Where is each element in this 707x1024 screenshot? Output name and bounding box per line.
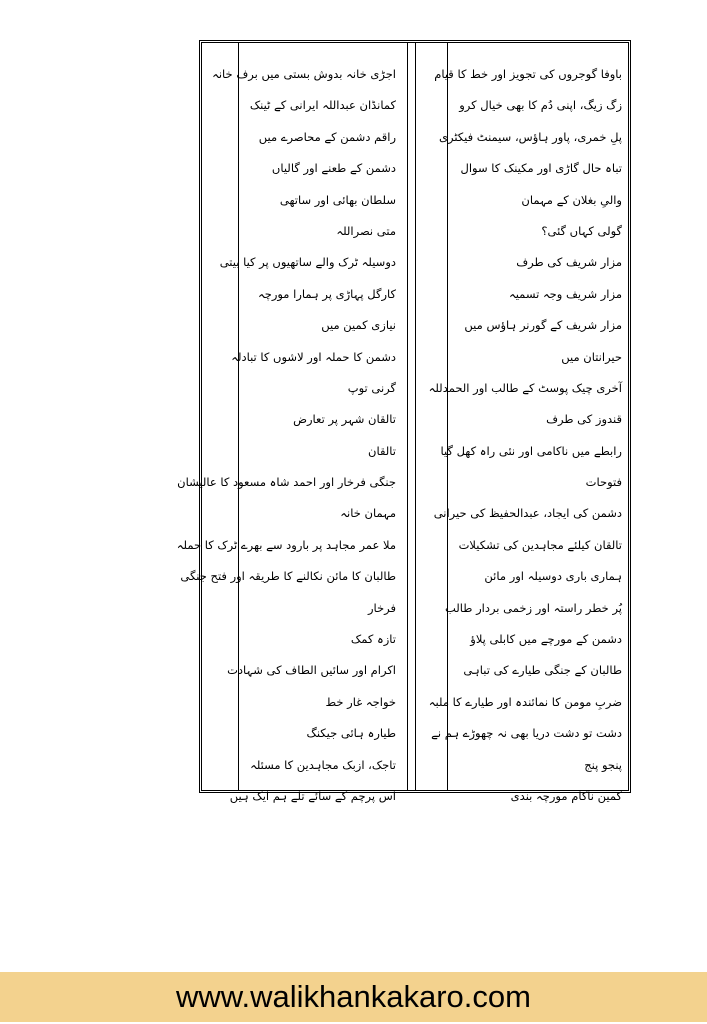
toc-entry: دشمن کی ایجاد، عبدالحفیظ کی حیرانی [433,506,622,521]
column-divider [407,43,408,790]
toc-entry: تالقان شہر پر تعارض [293,412,396,427]
toc-entry: پُر خطر راستہ اور زخمی بردار طالب [444,600,622,615]
toc-entry: دشمن کے طعنے اور گالیاں [271,161,396,176]
toc-entry: دشمن کا حملہ اور لاشوں کا تبادلہ [231,349,396,364]
page-number-divider [447,43,448,790]
toc-right-column [428,59,622,812]
toc-entry: جنگی فرخار اور احمد شاہ مسعود کا عالیشان [177,475,396,490]
toc-entry: پلِ خمری، پاور ہاؤس، سیمنٹ فیکٹری [438,129,622,144]
toc-entry: تالقان کیلئے مجاہدین کی تشکیلات [458,537,622,552]
toc-table [176,40,631,803]
toc-entry: کمانڈان عبداللہ ایرانی کے ٹینک [249,98,396,113]
toc-entry: ہماری باری دوسیلہ اور مائن [484,569,622,584]
toc-entry: والیِ بغلان کے مہمان [521,192,622,207]
toc-entry: طالبان کا مائن نکالنے کا طریقہ اور فتح جنگی [180,569,396,584]
toc-entry: مہمان خانہ [340,506,396,521]
website-footer[interactable] [0,972,707,1022]
toc-entry: قندوز کی طرف [546,412,622,427]
toc-entry: اجڑی خانہ بدوش بستی میں برف خانہ [212,67,396,81]
toc-entry: زگ زیگ، اپنی دُم کا بھی خیال کرو [459,98,622,113]
toc-entry: ضربِ مومن کا نمائندہ اور طیارے کا ملبہ [428,694,622,709]
toc-entry: پنجو پنج [584,757,622,772]
toc-entry: مزار شریف کے گورنر ہاؤس میں [464,318,622,333]
toc-entry: دشت تو دشت دریا بھی نہ چھوڑے ہم نے [431,726,622,741]
toc-entry: گرنی توپ [347,380,396,395]
toc-entry: طالبان کے جنگی طیارے کی تباہی [463,663,622,678]
toc-entry: آخری چیک پوسٹ کے طالب اور الحمدللہ [428,380,622,395]
toc-entry: ملا عمر مجاہد پر بارود سے بھرے ٹرک کا حملہ [176,537,396,552]
toc-entry: باوفا گوجروں کی تجویز اور خط کا قیام [434,67,622,81]
toc-entry: خواجہ غار خط [325,694,396,709]
toc-entry: طیارہ ہائی جیکنگ [306,726,396,741]
toc-entry: متی نصراللہ [336,223,396,238]
toc-entry: تباہ حال گاڑی اور مکینک کا سوال [460,161,622,176]
toc-entry: کارگل پہاڑی پر ہمارا مورچہ [257,286,396,301]
toc-entry: دوسیلہ ٹرک والے ساتھیوں پر کیا بیتی [219,255,396,270]
toc-entry: حیرانتان میں [561,349,622,364]
toc-entry: مزار شریف کی طرف [516,255,622,270]
toc-entry: راقم دشمن کے محاصرے میں [258,129,396,144]
toc-entry: اکرام اور سائیں الطاف کی شہادت [227,663,396,678]
toc-entry: رابطے میں ناکامی اور نئی راہ کھل گیا [440,443,622,458]
toc-entry: تاجک، ازبک مجاہدین کا مسئلہ [250,757,396,772]
website-url[interactable]: www.walikhankakaro.com [176,979,531,1014]
toc-entry: دشمن کے مورچے میں کابلی پلاؤ [470,632,622,647]
toc-entry: فرخار [367,600,396,615]
toc-entry: مزار شریف وجہ تسمیہ [508,286,622,301]
toc-entry: سلطان بھائی اور ساتھی [279,192,396,207]
column-divider [415,43,416,790]
toc-left-column [176,59,396,812]
toc-entry: تازہ کمک [350,632,396,647]
toc-entry: نیازی کمین میں [321,318,396,333]
toc-entry: اس پرچم کے سائے تلے ہم ایک ہیں [229,788,396,803]
toc-entry: گولی کہاں گئی؟ [541,223,622,238]
toc-entry: فتوحات [585,475,622,490]
toc-entry: کمین ناکام مورچہ بندی [510,788,622,803]
toc-entry: تالقان [368,443,396,458]
